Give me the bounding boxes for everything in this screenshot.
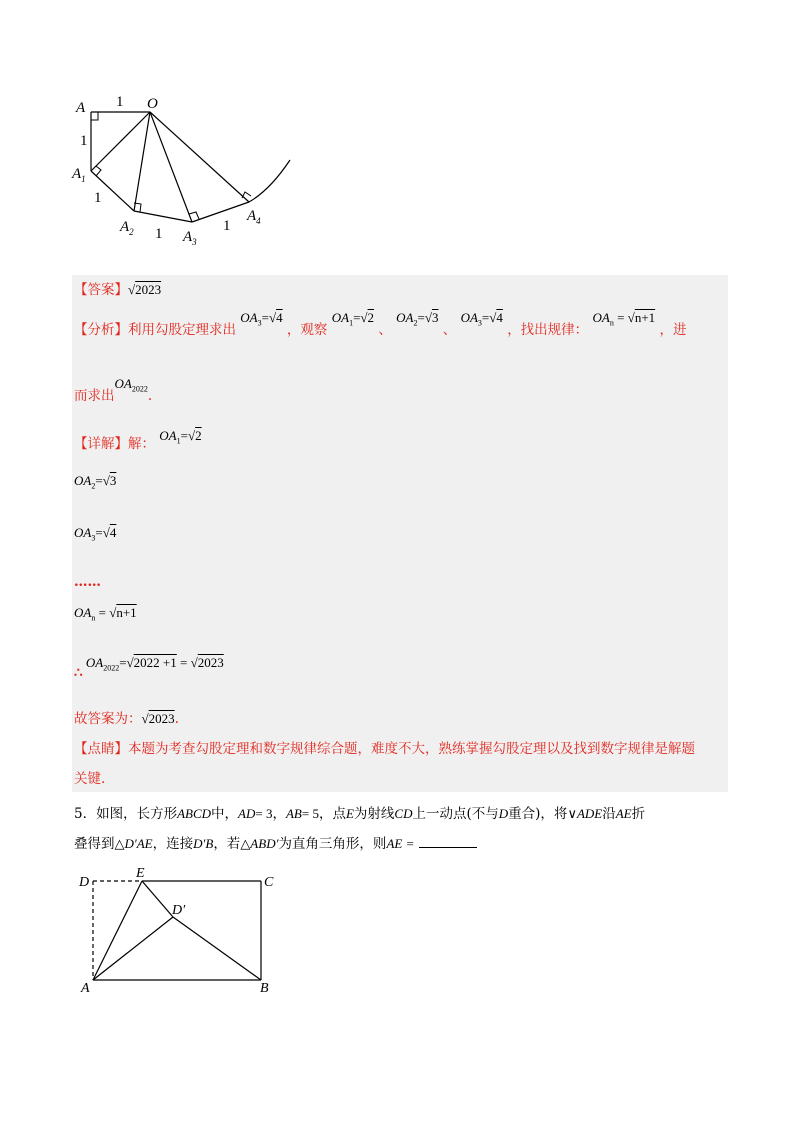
analysis-period: . xyxy=(147,388,153,404)
q5-text-b: 中， xyxy=(211,806,239,822)
label-Dprime: D′ xyxy=(172,903,186,918)
q5-ab: AB xyxy=(285,806,302,821)
label-E: E xyxy=(136,866,145,881)
length-A2A3: 1 xyxy=(155,226,163,242)
analysis-line xyxy=(74,306,724,338)
analysis-line2 xyxy=(74,372,153,404)
q5-tri-abd: △ABD′ xyxy=(240,836,279,851)
label-C: C xyxy=(264,875,274,890)
detail-line xyxy=(74,424,202,452)
analysis-find-rule: ，找出规律： xyxy=(507,322,589,338)
q5-text-d: 为射线 xyxy=(353,806,395,822)
label-B: B xyxy=(260,981,269,996)
detail-oa1: $OA_1=√2$ xyxy=(159,428,202,446)
conclusion-math: $OA_{2022}=√2022 +1 = √2023$ xyxy=(82,655,224,673)
length-AO: 1 xyxy=(116,94,124,110)
analysis-oa3: $OA_3=√4$ xyxy=(240,310,283,328)
length-A3A4: 1 xyxy=(223,218,231,234)
analysis-oa2022: $OA_{2022}$ xyxy=(114,376,148,394)
label-A1: $A_1$ xyxy=(72,166,86,184)
therefore-symbol: ∴ xyxy=(74,665,83,681)
analysis-further: ，进 xyxy=(659,322,687,338)
q5-abcd: ABCD xyxy=(177,806,212,821)
comment-text1: 本题为考查勾股定理和数字规律综合题，难度不大，熟练掌握勾股定理以及找到数字规律是解题 xyxy=(128,741,695,757)
q5-tri-dae: △D′AE xyxy=(114,836,153,851)
comment-line1 xyxy=(74,737,695,757)
q5-text-e: 上一动点(不与 xyxy=(412,806,499,822)
q5-text-2b: ，连接 xyxy=(152,836,194,852)
final-answer-period: . xyxy=(174,711,179,727)
label-A3: $A_3$ xyxy=(183,229,197,247)
rectangle-figure xyxy=(75,862,285,997)
analysis-sep1: 、 xyxy=(378,322,392,338)
q5-text-a: 5．如图，长方形 xyxy=(74,806,178,822)
label-O: O xyxy=(147,96,158,112)
label-A-rect: A xyxy=(81,981,90,996)
q5-text-2a: 叠得到 xyxy=(74,836,115,852)
final-answer-label: 故答案为： xyxy=(74,711,142,727)
answer-tag: 【答案】 xyxy=(74,282,128,298)
q5-cd: CD xyxy=(394,806,413,821)
analysis-then-find: 而求出 xyxy=(74,388,115,404)
detail-tag: 【详解】 xyxy=(74,436,128,452)
analysis-sep2: 、 xyxy=(442,322,457,338)
analysis-observe: ，观察 xyxy=(286,322,328,338)
detail-conclusion xyxy=(74,655,224,681)
q5-dprime-b: D′B xyxy=(193,836,214,851)
answer-line xyxy=(74,278,161,298)
question5-line2 xyxy=(74,832,477,852)
q5-d: D xyxy=(498,806,509,821)
q5-text-g: 沿 xyxy=(602,806,616,822)
q5-text-f: 重合)，将 xyxy=(508,806,568,822)
q5-ad-val: = 3 xyxy=(255,806,273,821)
analysis-oa1: $OA_1=√2$ xyxy=(331,310,375,328)
q5-e: E xyxy=(345,806,354,821)
answer-math: √2023 xyxy=(128,282,162,297)
label-D: D xyxy=(79,875,90,890)
detail-oa2: $OA_2=√3$ xyxy=(74,473,117,491)
analysis-oa2: $OA_2=√3$ xyxy=(396,310,439,328)
detail-text: 解： xyxy=(128,436,155,452)
final-answer-line xyxy=(74,707,179,727)
analysis-tag: 【分析】 xyxy=(74,322,128,338)
spiral-figure xyxy=(70,88,300,253)
q5-ae: AE xyxy=(615,806,632,821)
q5-text-h: 折 xyxy=(631,806,646,822)
detail-oa3: $OA_3=√4$ xyxy=(74,525,117,543)
q5-ab-val: = 5 xyxy=(301,806,319,821)
q5-ad: AD xyxy=(238,806,256,821)
answer-blank[interactable] xyxy=(419,835,477,848)
q5-ae-eq: AE = xyxy=(386,836,415,851)
label-A: A xyxy=(76,100,86,116)
length-A1A2: 1 xyxy=(94,190,102,206)
label-A4: $A_4$ xyxy=(247,208,261,226)
question5-line1: 5．如图，长方形ABCD中，AD= 3，AB= 5，点E为射线CD上一动点(不与D重合)，将∨ADE沿AE折 xyxy=(74,806,646,822)
q5-text-2c: ，若 xyxy=(213,836,241,852)
final-answer-math: √2023 xyxy=(141,711,175,726)
analysis-oan: $OA_n = √n+1$ xyxy=(592,310,656,328)
analysis-oa3b: $OA_3=√4$ xyxy=(460,310,503,328)
comment-line2: 关键. xyxy=(74,771,106,787)
analysis-text1: 利用勾股定理求出 xyxy=(128,322,236,338)
q5-text-2d: 为直角三角形，则 xyxy=(278,836,387,852)
label-A2: $A_2$ xyxy=(120,219,134,237)
detail-oan: $OA_n = √n+1$ xyxy=(74,605,137,623)
length-AA1: 1 xyxy=(80,133,88,149)
q5-text-c: ，点 xyxy=(318,806,346,822)
comment-tag: 【点睛】 xyxy=(74,741,128,757)
ellipsis: …… xyxy=(74,574,101,590)
q5-tri-ade: ∨ADE xyxy=(567,806,603,821)
